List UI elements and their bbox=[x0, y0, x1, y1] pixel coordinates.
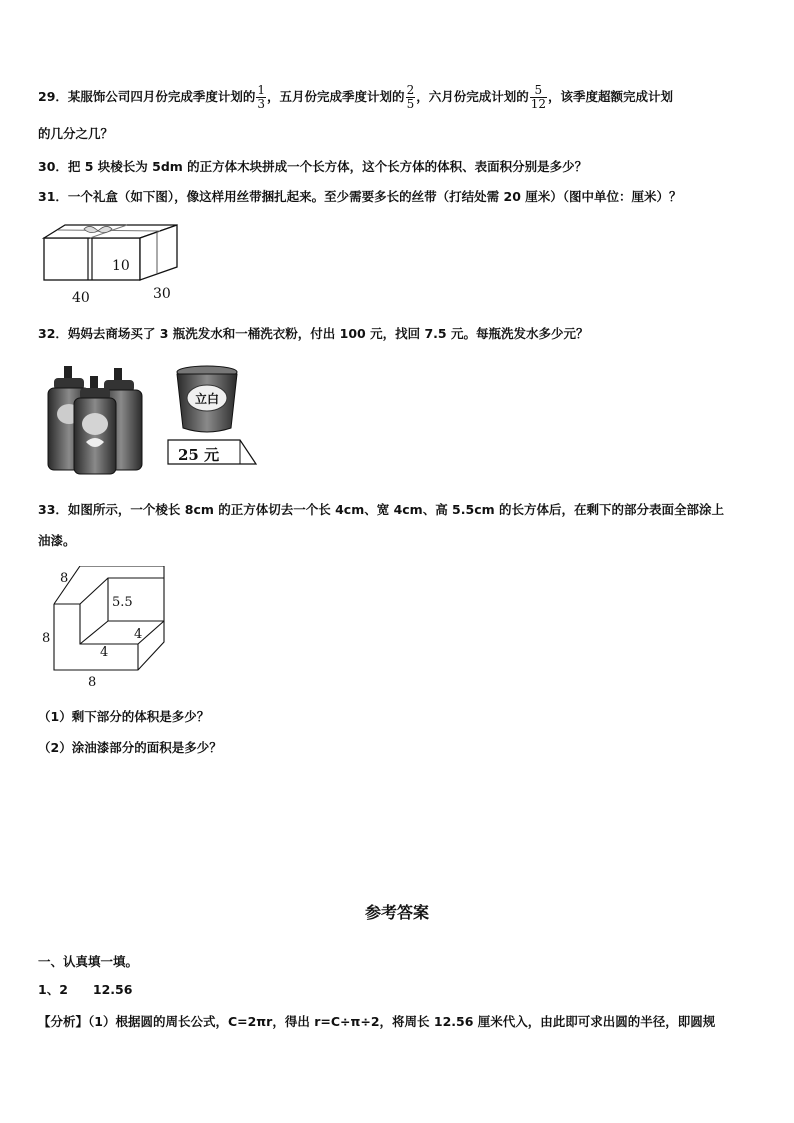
gift-box-figure bbox=[38, 222, 188, 306]
q29-text-c: ，六月份完成计划的 bbox=[416, 89, 529, 104]
box-width-label: 30 bbox=[153, 286, 171, 302]
question-29-line-1 bbox=[38, 84, 673, 111]
box-length-label: 40 bbox=[72, 290, 90, 306]
q29-text-d: ，该季度超额完成计划 bbox=[548, 89, 674, 104]
answers-section-heading: 一、认真填一填。 bbox=[38, 954, 139, 969]
cube-top-label: 8 bbox=[60, 571, 69, 586]
answers-title: 参考答案 bbox=[364, 903, 429, 922]
cut-width-label: 4 bbox=[100, 645, 109, 660]
detergent-label: 立白 bbox=[194, 392, 220, 406]
answer-1-analysis: 【分析】（1）根据圆的周长公式，C=2πr，得出 r=C÷π÷2，将周长 12.56 厘米代入，由此即可求出圆的半径，即圆规 bbox=[38, 1014, 716, 1029]
question-33-sub-2: （2）涂油漆部分的面积是多少？ bbox=[38, 740, 222, 755]
detergent-bucket-icon bbox=[177, 366, 237, 432]
price-tag-text: 25 元 bbox=[178, 446, 220, 464]
cut-height-label: 5.5 bbox=[112, 595, 133, 610]
question-30: 30．把 5 块棱长为 5dm 的正方体木块拼成一个长方体，这个长方体的体积、表面积分别是多少？ bbox=[38, 159, 588, 174]
price-tag bbox=[168, 440, 256, 464]
shampoo-bottle-icon bbox=[74, 376, 116, 474]
cube-bottom-label: 8 bbox=[88, 675, 97, 690]
fraction-five-twelfths: $\frac{5}{12}$ bbox=[530, 83, 546, 111]
fraction-one-third: $\frac{1}{3}$ bbox=[257, 83, 266, 111]
question-33-sub-1: （1）剩下部分的体积是多少？ bbox=[38, 709, 210, 724]
q29-text-a: 29．某服饰公司四月份完成季度计划的 bbox=[38, 89, 256, 104]
question-33-line-1: 33．如图所示，一个棱长 8cm 的正方体切去一个长 4cm、宽 4cm、高 5.5cm 的长方体后，在剩下的部分表面全部涂上 bbox=[38, 502, 724, 517]
q29-text-b: ，五月份完成季度计划的 bbox=[267, 89, 405, 104]
products-figure bbox=[44, 362, 264, 476]
question-29-line-2: 的几分之几？ bbox=[38, 126, 114, 141]
cut-depth-label: 4 bbox=[134, 627, 143, 642]
question-33-line-2: 油漆。 bbox=[38, 533, 76, 548]
fraction-two-fifths: $\frac{2}{5}$ bbox=[406, 83, 415, 111]
answer-1: 1、2 12.56 bbox=[38, 982, 133, 997]
cube-left-label: 8 bbox=[42, 631, 51, 646]
question-32: 32．妈妈去商场买了 3 瓶洗发水和一桶洗衣粉，付出 100 元，找回 7.5 元。每瓶洗发水多少元？ bbox=[38, 326, 589, 341]
box-height-label: 10 bbox=[112, 258, 130, 274]
question-31: 31．一个礼盒（如下图），像这样用丝带捆扎起来。至少需要多长的丝带（打结处需 20 厘米）（图中单位：厘米）？ bbox=[38, 189, 682, 204]
cut-cube-figure bbox=[38, 566, 178, 692]
